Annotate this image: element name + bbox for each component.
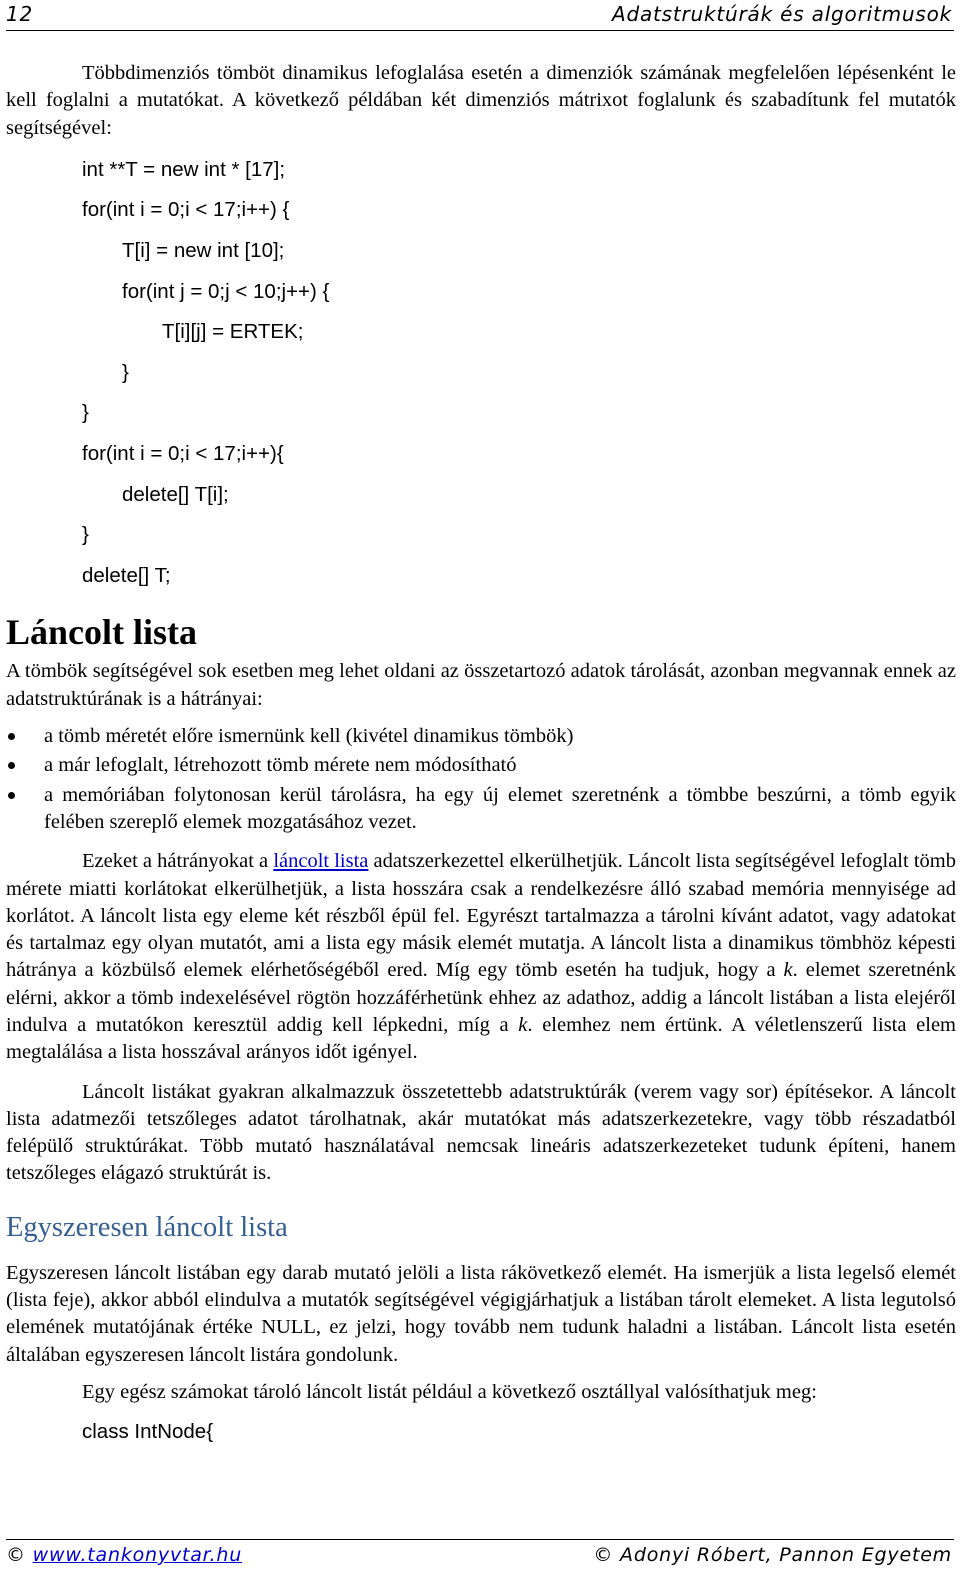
footer-left [6,1544,242,1566]
code-line: for(int i = 0;i < 17;i++) { [82,198,290,222]
intro-paragraph: Többdimenziós tömböt dinamikus lefoglalása esetén a dimenziók számának megfelelően lépésenként le kell foglalni a mutatókat. A következő példában két dimenziós mátrixot foglalunk és szabadítunk fel mutatók segítségével: [6,62,956,139]
heading-lancolt-lista: Láncolt lista [6,612,198,653]
bullet-icon [8,733,15,740]
list-item: a memóriában folytonosan kerül tárolásra, ha egy új elemet szeretnénk a tömbbe beszúrni, a tömb egyik felében szereplő elemek mozgatásához vezet. [6,782,956,837]
website-link[interactable]: www.tankonyvtar.hu [32,1544,243,1566]
code-line: delete[] T; [82,563,171,587]
book-title: Adatstruktúrák és algoritmusok [612,2,952,26]
singly-linked-paragraph: Egyszeresen láncolt listában egy darab mutató jelöli a lista rákövetkező elemét. Ha ismerjük a lista legelső elemét (lista feje), akkor abból elindulva a mutatók segítségével végigjárhatjuk a listában tárolt elemeket. A lista legutolsó elemének mutatójának értéke NULL, ez jelzi, hogy tovább nem tudunk haladni a listában. Láncolt lista esetén általában egyszeresen láncolt listára gondolunk. [6,1261,956,1366]
list-item: a tömb méretét előre ismernünk kell (kivétel dinamikus tömbök) [6,723,956,750]
footer-author: © Adonyi Róbert, Pannon Egyetem [593,1544,952,1566]
linked-list-usage-paragraph: Láncolt listákat gyakran alkalmazzuk összetettebb adatstruktúrák (verem vagy sor) építésekor. A láncolt lista adatmezői tetszőleges adatot tárolhatnak, akár mutatókat más adatszerkezetekre, vagy több részadatból felépülő struktúrákat. Több mutató használatával nemcsak lineáris adatszerkezeteket tudunk építeni, hanem tetszőleges elágazó struktúrát is. [6,1080,956,1185]
page-number: 12 [6,2,34,26]
page-header [6,0,954,31]
code-line: } [82,401,89,425]
singly-linked-example-intro: Egy egész számokat tároló láncolt listát például a következő osztállyal valósíthatjuk meg: [82,1380,817,1403]
code-line: class IntNode{ [82,1420,214,1444]
heading-egyszeresen-lancolt-lista: Egyszeresen láncolt lista [6,1211,288,1243]
code-line: int **T = new int * [17]; [82,157,286,181]
code-line: } [122,360,129,384]
code-line: T[i] = new int [10]; [122,239,285,263]
disadvantages-list [6,723,956,836]
linked-list-paragraph: Ezeket a hátrányokat a láncolt lista adatszerkezettel elkerülhetjük. Láncolt lista segítségével lefoglalt tömb mérete miatti korlátokat elkerülhetjük, a lista hosszára csak a rendelkezésre álló szabad memória mennyisége ad korlátot. A láncolt lista egy eleme két részből épül fel. Egyrészt tartalmazza a tárolni kívánt adatot, vagy adatokat és tartalmaz egy olyan mutatót, ami a lista egy másik elemét mutatja. A láncolt lista a dinamikus tömbhöz képesti hátránya a közbülső elemek elérhetőségéből ered. Míg egy tömb esetén ha tudjuk, hogy a k. elemet szeretnénk elérni, akkor a tömb indexelésével rögtön hozzáférhetünk ehhez az adathoz, addig a láncolt listában a lista elejéről indulva a mutatókon keresztül addig kell lépkedni, míg a k. elemhez nem értünk. A véletlenszerű lista elem megtalálása a lista hosszával arányos időt igényel. [6,850,956,1064]
page-content [6,60,956,1453]
copyright-icon: © [6,1544,26,1566]
code-line: delete[] T[i]; [122,482,229,506]
bullet-icon [8,762,15,769]
list-item: a már lefoglalt, létrehozott tömb mérete nem módosítható [6,752,956,779]
bullet-icon [8,792,15,799]
code-line: } [82,523,89,547]
linked-list-intro: A tömbök segítségével sok esetben meg lehet oldani az összetartozó adatok tárolását, azonban megvannak ennek az adatstruktúrának is a hátrányai: [6,660,956,710]
page-footer [6,1539,954,1568]
code-block-matrix [6,150,956,597]
code-line: for(int j = 0;j < 10;j++) { [122,279,330,303]
lancolt-lista-link[interactable]: láncolt lista [273,850,369,873]
code-line: for(int i = 0;i < 17;i++){ [82,442,284,466]
code-block-intnode [6,1412,956,1453]
code-line: T[i][j] = ERTEK; [162,320,304,344]
